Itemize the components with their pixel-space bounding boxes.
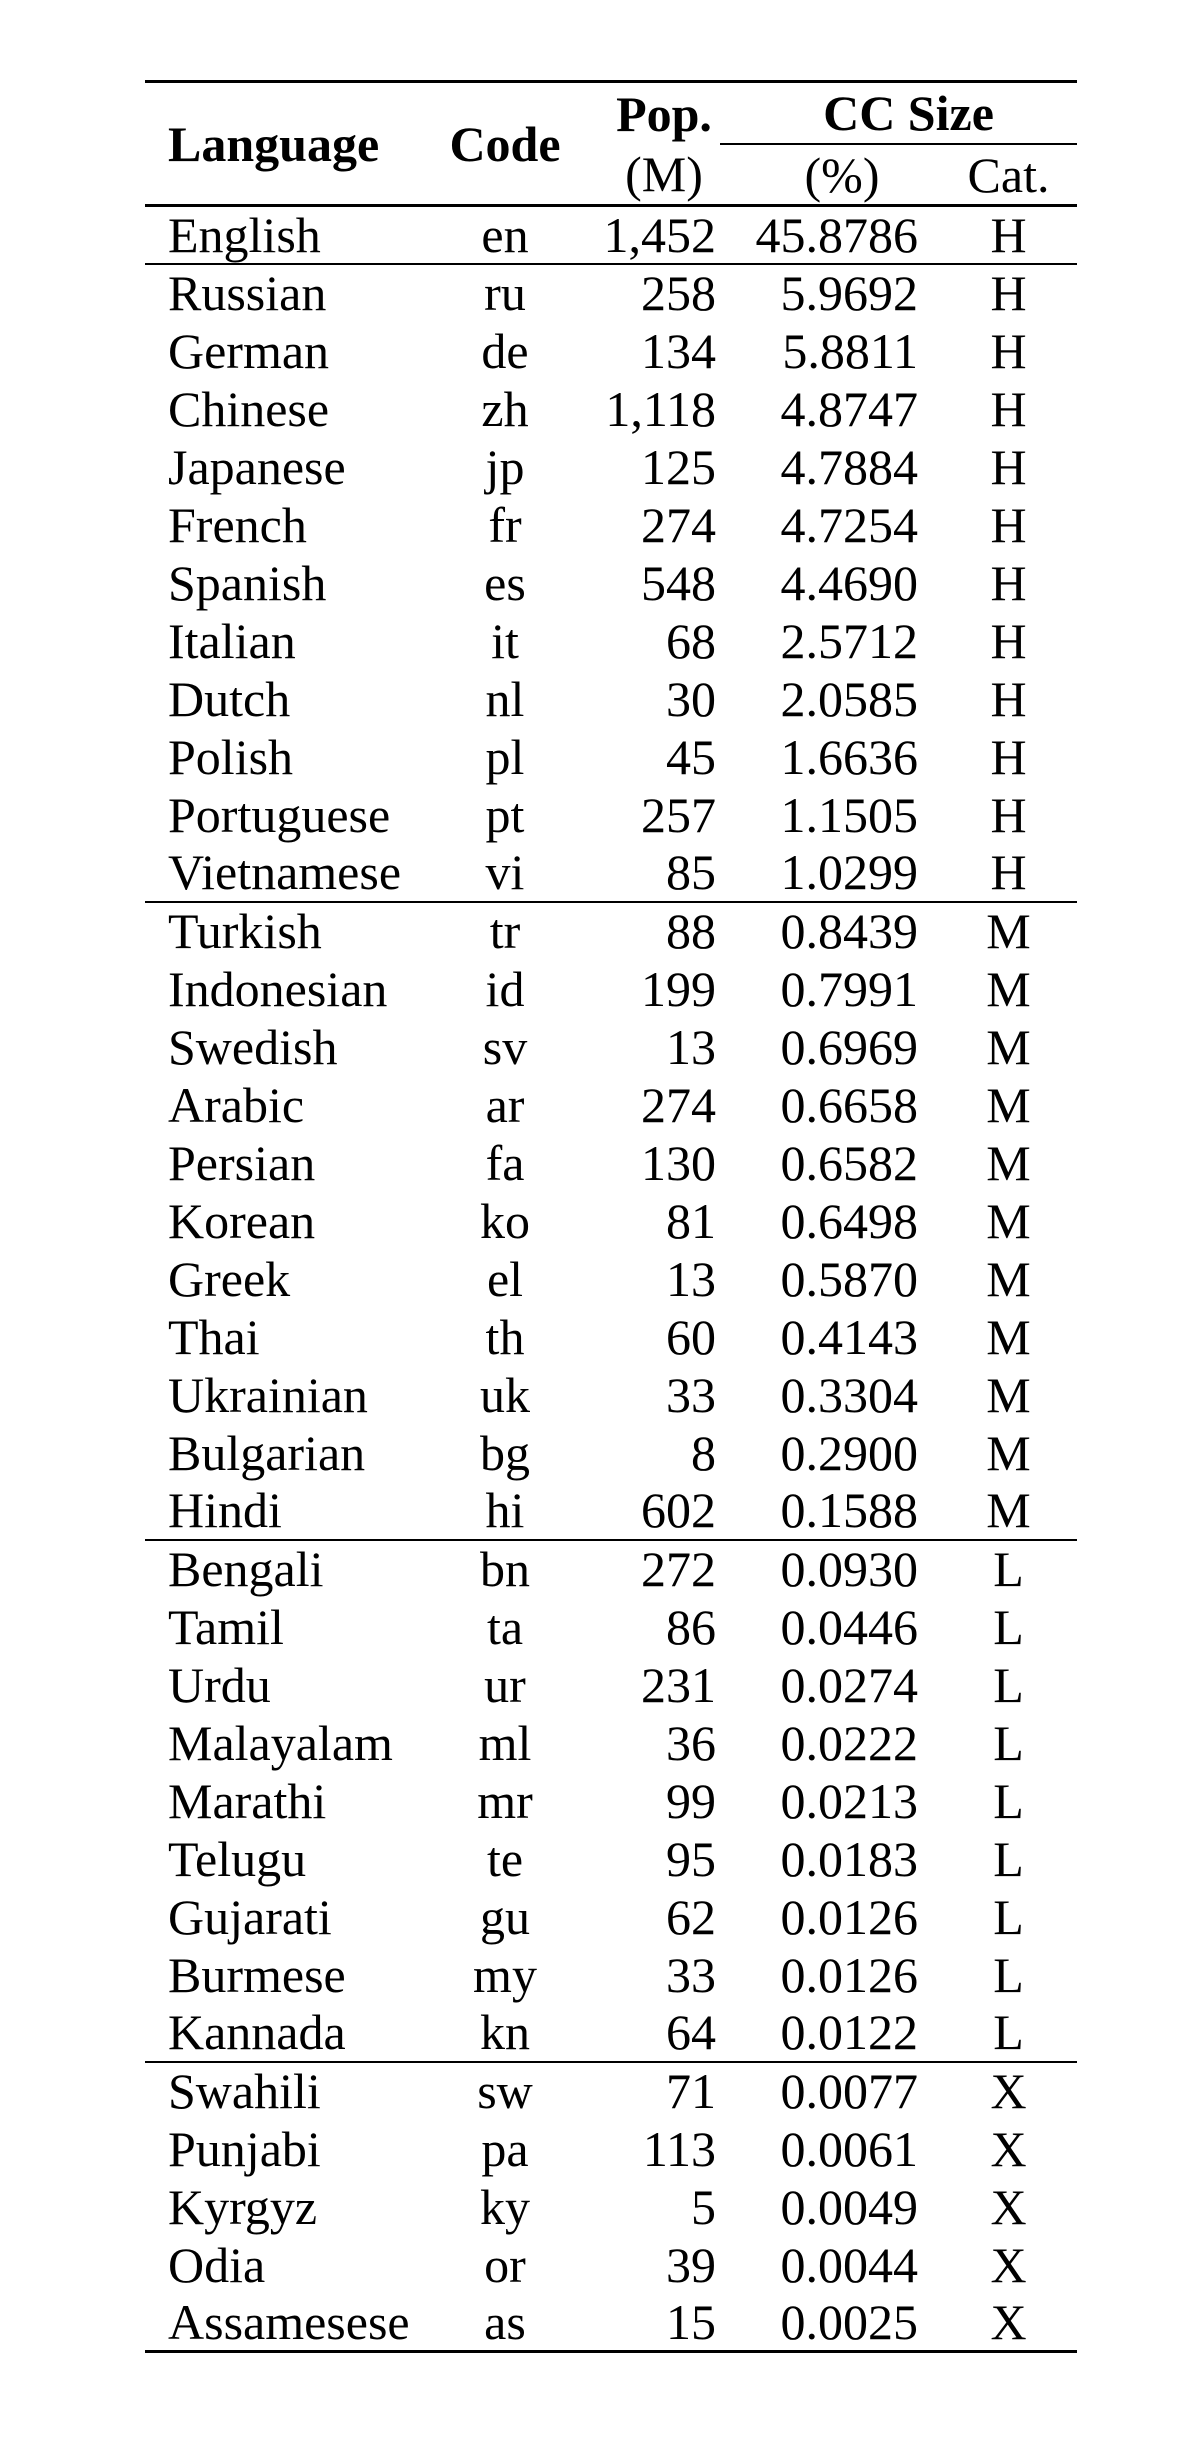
population-cell: 199 <box>641 960 716 1017</box>
group-high-resource <box>145 264 1077 902</box>
category-cell: H <box>990 612 1027 669</box>
population-cell: 33 <box>666 1366 716 1423</box>
code-cell: zh <box>481 380 529 437</box>
category-cell: M <box>986 1366 1031 1423</box>
language-cell: Swahili <box>168 2063 321 2119</box>
header-language: Language <box>145 82 446 206</box>
category-cell: L <box>993 1598 1024 1655</box>
language-cell: Thai <box>168 1308 260 1365</box>
language-cc-size-table <box>145 80 1077 2353</box>
population-cell: 85 <box>666 844 716 900</box>
code-cell: jp <box>485 438 525 495</box>
code-cell: pt <box>485 786 525 843</box>
category-cell: H <box>990 554 1027 611</box>
category-cell: L <box>993 1830 1024 1887</box>
category-cell: H <box>990 380 1027 437</box>
cc-percent-cell: 0.4143 <box>780 1308 918 1365</box>
language-cell: French <box>168 496 307 553</box>
table-row <box>145 264 1077 322</box>
code-cell: nl <box>485 670 525 727</box>
table-row <box>145 1598 1077 1656</box>
table-row <box>145 1946 1077 2004</box>
cc-percent-cell: 0.0044 <box>780 2236 918 2293</box>
code-cell: ta <box>486 1598 524 1655</box>
table-row <box>145 1772 1077 1830</box>
code-cell: ar <box>485 1076 525 1133</box>
table-row <box>145 1192 1077 1250</box>
population-cell: 13 <box>666 1250 716 1307</box>
population-cell: 13 <box>666 1018 716 1075</box>
population-cell: 45 <box>666 728 716 785</box>
cc-percent-cell: 0.2900 <box>780 1424 918 1481</box>
language-cell: Japanese <box>168 438 346 495</box>
category-cell: M <box>986 960 1031 1017</box>
category-cell: H <box>990 728 1027 785</box>
cc-percent-cell: 0.0122 <box>780 2004 918 2060</box>
table-row <box>145 322 1077 380</box>
code-cell: ky <box>480 2178 530 2235</box>
cc-percent-cell: 45.8786 <box>755 206 918 263</box>
table-row <box>145 1134 1077 1192</box>
header-cc-percent: (%) <box>720 144 924 206</box>
code-cell: bg <box>480 1424 530 1481</box>
table-row <box>145 1366 1077 1424</box>
language-cell: Portuguese <box>168 786 391 843</box>
population-cell: 88 <box>666 903 716 959</box>
category-cell: L <box>993 1541 1024 1597</box>
population-cell: 62 <box>666 1888 716 1945</box>
population-cell: 81 <box>666 1192 716 1249</box>
language-cell: Marathi <box>168 1772 327 1829</box>
table-row <box>145 670 1077 728</box>
code-cell: hi <box>485 1482 525 1538</box>
language-cell: Bulgarian <box>168 1424 366 1481</box>
language-cell: Odia <box>168 2236 266 2293</box>
population-cell: 30 <box>666 670 716 727</box>
cc-percent-cell: 0.1588 <box>780 1482 918 1538</box>
cc-percent-cell: 4.8747 <box>780 380 918 437</box>
population-cell: 1,118 <box>605 380 716 437</box>
cc-percent-cell: 0.0930 <box>780 1541 918 1597</box>
cc-percent-cell: 5.9692 <box>780 265 918 321</box>
header-cc-size: CC Size <box>720 82 1077 145</box>
population-cell: 36 <box>666 1714 716 1771</box>
language-cell: Punjabi <box>168 2120 321 2177</box>
category-cell: H <box>990 786 1027 843</box>
code-cell: de <box>481 322 529 379</box>
population-cell: 15 <box>666 2293 716 2350</box>
cc-percent-cell: 1.6636 <box>780 728 918 785</box>
code-cell: kn <box>480 2004 530 2060</box>
category-cell: L <box>993 1656 1024 1713</box>
cc-percent-cell: 2.0585 <box>780 670 918 727</box>
language-cell: English <box>168 206 321 263</box>
table-row <box>145 2004 1077 2062</box>
population-cell: 258 <box>641 265 716 321</box>
category-cell: H <box>990 670 1027 727</box>
cc-percent-cell: 0.7991 <box>780 960 918 1017</box>
language-cell: Assamesese <box>168 2293 410 2350</box>
language-cell: Urdu <box>168 1656 271 1713</box>
cc-percent-cell: 1.1505 <box>780 786 918 843</box>
code-cell: it <box>491 612 519 669</box>
cc-percent-cell: 0.6498 <box>780 1192 918 1249</box>
table-row <box>145 206 1077 264</box>
cc-percent-cell: 0.6582 <box>780 1134 918 1191</box>
code-cell: sv <box>482 1018 528 1075</box>
population-cell: 8 <box>691 1424 716 1481</box>
population-cell: 60 <box>666 1308 716 1365</box>
cc-percent-cell: 0.6658 <box>780 1076 918 1133</box>
language-cell: Persian <box>168 1134 316 1191</box>
code-cell: id <box>485 960 525 1017</box>
code-cell: ru <box>484 265 526 321</box>
language-cell: Kannada <box>168 2004 346 2060</box>
table-row <box>145 1308 1077 1366</box>
table-row <box>145 902 1077 960</box>
table-row <box>145 2062 1077 2120</box>
language-cell: Arabic <box>168 1076 305 1133</box>
category-cell: H <box>990 844 1027 900</box>
header-cc-category: Cat. <box>924 144 1077 206</box>
code-cell: fr <box>488 496 522 553</box>
code-cell: en <box>481 206 529 263</box>
code-cell: my <box>473 1946 537 2003</box>
population-cell: 274 <box>641 496 716 553</box>
table-row <box>145 1424 1077 1482</box>
table-row <box>145 844 1077 902</box>
code-cell: vi <box>485 844 525 900</box>
population-cell: 39 <box>666 2236 716 2293</box>
code-cell: as <box>484 2293 526 2350</box>
language-cell: Ukrainian <box>168 1366 368 1423</box>
language-cell: Tamil <box>168 1598 284 1655</box>
group-english <box>145 206 1077 264</box>
group-medium-resource <box>145 902 1077 1540</box>
cc-percent-cell: 0.0126 <box>780 1946 918 2003</box>
code-cell: fa <box>485 1134 525 1191</box>
category-cell: L <box>993 2004 1024 2060</box>
table-row <box>145 380 1077 438</box>
language-cell: Russian <box>168 265 327 321</box>
language-cell: Greek <box>168 1250 291 1307</box>
cc-percent-cell: 0.0126 <box>780 1888 918 1945</box>
population-cell: 71 <box>666 2063 716 2119</box>
language-cell: Kyrgyz <box>168 2178 318 2235</box>
table-row <box>145 2294 1077 2352</box>
code-cell: el <box>486 1250 524 1307</box>
population-cell: 231 <box>641 1656 716 1713</box>
population-cell: 548 <box>641 554 716 611</box>
population-cell: 99 <box>666 1772 716 1829</box>
table-row <box>145 612 1077 670</box>
population-cell: 95 <box>666 1830 716 1887</box>
code-cell: uk <box>480 1366 530 1423</box>
code-cell: ur <box>484 1656 526 1713</box>
table-row <box>145 1656 1077 1714</box>
category-cell: M <box>986 1424 1031 1481</box>
population-cell: 113 <box>642 2120 716 2177</box>
table-row <box>145 1830 1077 1888</box>
population-cell: 64 <box>666 2004 716 2060</box>
cc-percent-cell: 4.7254 <box>780 496 918 553</box>
language-cell: Italian <box>168 612 296 669</box>
table-row <box>145 438 1077 496</box>
category-cell: H <box>990 438 1027 495</box>
category-cell: X <box>990 2293 1027 2350</box>
code-cell: mr <box>477 1772 533 1829</box>
population-cell: 134 <box>641 322 716 379</box>
cc-percent-cell: 0.0446 <box>780 1598 918 1655</box>
code-cell: pl <box>485 728 525 785</box>
cc-percent-cell: 0.3304 <box>780 1366 918 1423</box>
population-cell: 602 <box>641 1482 716 1538</box>
category-cell: H <box>990 265 1027 321</box>
language-cell: Swedish <box>168 1018 338 1075</box>
cc-percent-cell: 0.0025 <box>780 2293 918 2350</box>
category-cell: H <box>990 496 1027 553</box>
cc-percent-cell: 0.0061 <box>780 2120 918 2177</box>
category-cell: X <box>990 2120 1027 2177</box>
population-cell: 68 <box>666 612 716 669</box>
table-row <box>145 2120 1077 2178</box>
category-cell: M <box>986 1018 1031 1075</box>
population-cell: 5 <box>691 2178 716 2235</box>
language-cell: German <box>168 322 330 379</box>
population-cell: 33 <box>666 1946 716 2003</box>
cc-percent-cell: 0.8439 <box>780 903 918 959</box>
code-cell: bn <box>480 1541 530 1597</box>
cc-percent-cell: 0.5870 <box>780 1250 918 1307</box>
code-cell: th <box>485 1308 525 1365</box>
language-cell: Polish <box>168 728 294 785</box>
category-cell: H <box>990 322 1027 379</box>
language-cell: Malayalam <box>168 1714 393 1771</box>
header-row-1 <box>145 82 1077 145</box>
category-cell: L <box>993 1714 1024 1771</box>
category-cell: L <box>993 1888 1024 1945</box>
language-cell: Dutch <box>168 670 291 727</box>
code-cell: es <box>484 554 526 611</box>
cc-percent-cell: 0.0049 <box>780 2178 918 2235</box>
category-cell: H <box>990 206 1027 263</box>
header-pop-abbr: Pop. <box>616 85 712 142</box>
population-cell: 272 <box>641 1541 716 1597</box>
table-row <box>145 1250 1077 1308</box>
language-cell: Bengali <box>168 1541 324 1597</box>
language-cell: Hindi <box>168 1482 282 1538</box>
cc-percent-cell: 0.0274 <box>780 1656 918 1713</box>
table-row <box>145 1018 1077 1076</box>
cc-percent-cell: 0.0183 <box>780 1830 918 1887</box>
category-cell: M <box>986 1250 1031 1307</box>
code-cell: gu <box>480 1888 530 1945</box>
cc-percent-cell: 1.0299 <box>780 844 918 900</box>
header-pop-unit: (M) <box>564 144 720 206</box>
table-row <box>145 786 1077 844</box>
population-cell: 274 <box>641 1076 716 1133</box>
category-cell: M <box>986 1192 1031 1249</box>
cc-percent-cell: 2.5712 <box>780 612 918 669</box>
population-cell: 125 <box>641 438 716 495</box>
table-row <box>145 1714 1077 1772</box>
language-cell: Indonesian <box>168 960 388 1017</box>
population-cell: 257 <box>641 786 716 843</box>
table-row <box>145 2236 1077 2294</box>
code-cell: pa <box>481 2120 529 2177</box>
category-cell: X <box>990 2236 1027 2293</box>
table-row <box>145 960 1077 1018</box>
table-header <box>145 82 1077 206</box>
code-cell: or <box>484 2236 526 2293</box>
code-cell: sw <box>477 2063 533 2119</box>
table-row <box>145 1482 1077 1540</box>
table-row <box>145 496 1077 554</box>
category-cell: M <box>986 1482 1031 1538</box>
language-cell: Telugu <box>168 1830 307 1887</box>
language-cell: Spanish <box>168 554 327 611</box>
language-cell: Turkish <box>168 903 322 959</box>
category-cell: M <box>986 1308 1031 1365</box>
cc-percent-cell: 4.7884 <box>780 438 918 495</box>
language-cell: Burmese <box>168 1946 346 2003</box>
category-cell: M <box>986 1076 1031 1133</box>
population-cell: 86 <box>666 1598 716 1655</box>
category-cell: X <box>990 2063 1027 2119</box>
table-row <box>145 554 1077 612</box>
group-extremely-low-resource <box>145 2062 1077 2352</box>
population-cell: 1,452 <box>603 206 716 263</box>
cc-percent-cell: 0.0213 <box>780 1772 918 1829</box>
table-row <box>145 1076 1077 1134</box>
category-cell: M <box>986 903 1031 959</box>
population-cell: 130 <box>641 1134 716 1191</box>
group-low-resource <box>145 1540 1077 2062</box>
cc-percent-cell: 5.8811 <box>782 322 918 379</box>
table-row <box>145 1888 1077 1946</box>
category-cell: L <box>993 1946 1024 2003</box>
language-cell: Korean <box>168 1192 316 1249</box>
language-cell: Gujarati <box>168 1888 332 1945</box>
cc-percent-cell: 4.4690 <box>780 554 918 611</box>
category-cell: L <box>993 1772 1024 1829</box>
cc-percent-cell: 0.0077 <box>780 2063 918 2119</box>
table-row <box>145 728 1077 786</box>
code-cell: ko <box>480 1192 530 1249</box>
code-cell: tr <box>489 903 521 959</box>
language-cell: Vietnamese <box>168 844 402 900</box>
cc-percent-cell: 0.6969 <box>780 1018 918 1075</box>
code-cell: ml <box>478 1714 532 1771</box>
header-code: Code <box>446 82 564 206</box>
table-row <box>145 2178 1077 2236</box>
code-cell: te <box>486 1830 524 1887</box>
category-cell: X <box>990 2178 1027 2235</box>
table-row <box>145 1540 1077 1598</box>
category-cell: M <box>986 1134 1031 1191</box>
cc-percent-cell: 0.0222 <box>780 1714 918 1771</box>
language-cell: Chinese <box>168 380 330 437</box>
